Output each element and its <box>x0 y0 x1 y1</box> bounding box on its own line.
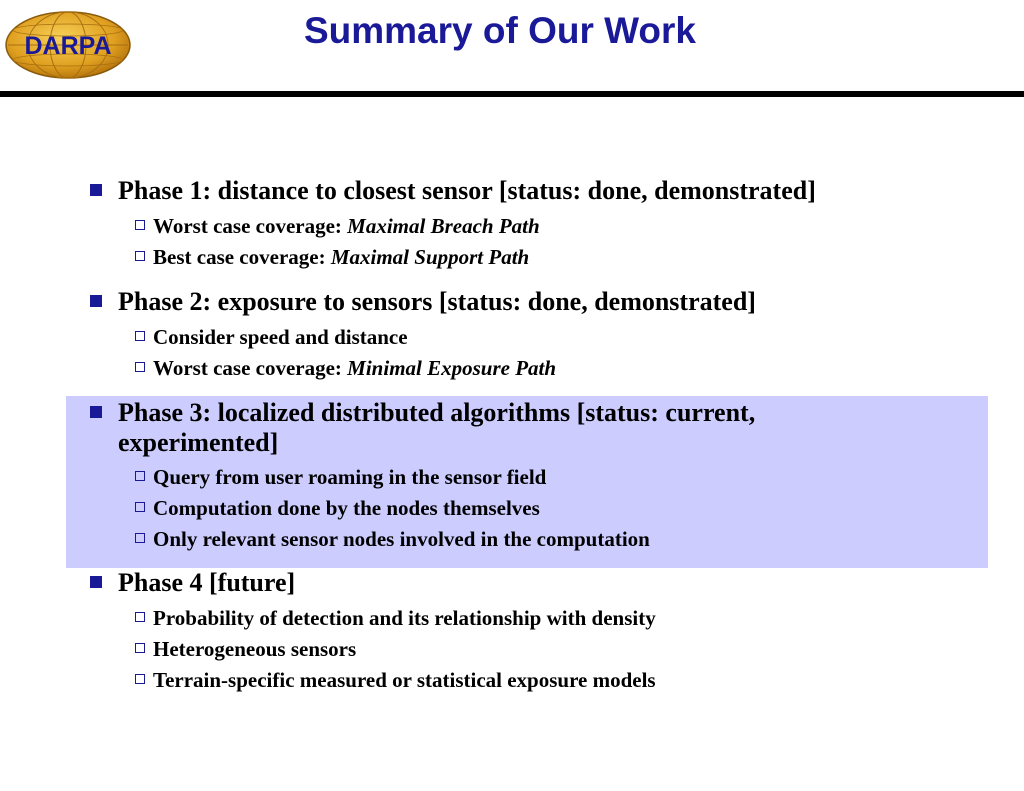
phase4-item-2: Heterogeneous sensors <box>153 637 357 661</box>
title-divider <box>0 91 1024 97</box>
phase4-item-1: Probability of detection and its relationship with density <box>153 606 656 630</box>
phase4-heading: Phase 4 [future] <box>118 568 296 597</box>
logo-text: DARPA <box>24 32 112 60</box>
phase3-item-3: Only relevant sensor nodes involved in the computation <box>153 527 650 551</box>
phase3-item-2: Computation done by the nodes themselves <box>153 496 540 520</box>
phase3-heading: Phase 3: localized distributed algorithms [status: current, experimented] <box>118 398 756 457</box>
phase2-heading: Phase 2: exposure to sensors [status: done, demonstrated] <box>118 287 756 316</box>
phase1-item-1: Worst case coverage: Maximal Breach Path <box>153 214 540 238</box>
phase1-heading: Phase 1: distance to closest sensor [status: done, demonstrated] <box>118 176 816 205</box>
phase2-item-2: Worst case coverage: Minimal Exposure Path <box>153 356 557 380</box>
page-title: Summary of Our Work <box>303 10 696 51</box>
phase2-item-1: Consider speed and distance <box>153 325 408 349</box>
phase4-item-3: Terrain-specific measured or statistical exposure models <box>153 668 656 692</box>
phase1-item-2: Best case coverage: Maximal Support Path <box>153 245 530 269</box>
phase3-item-1: Query from user roaming in the sensor field <box>153 465 547 489</box>
